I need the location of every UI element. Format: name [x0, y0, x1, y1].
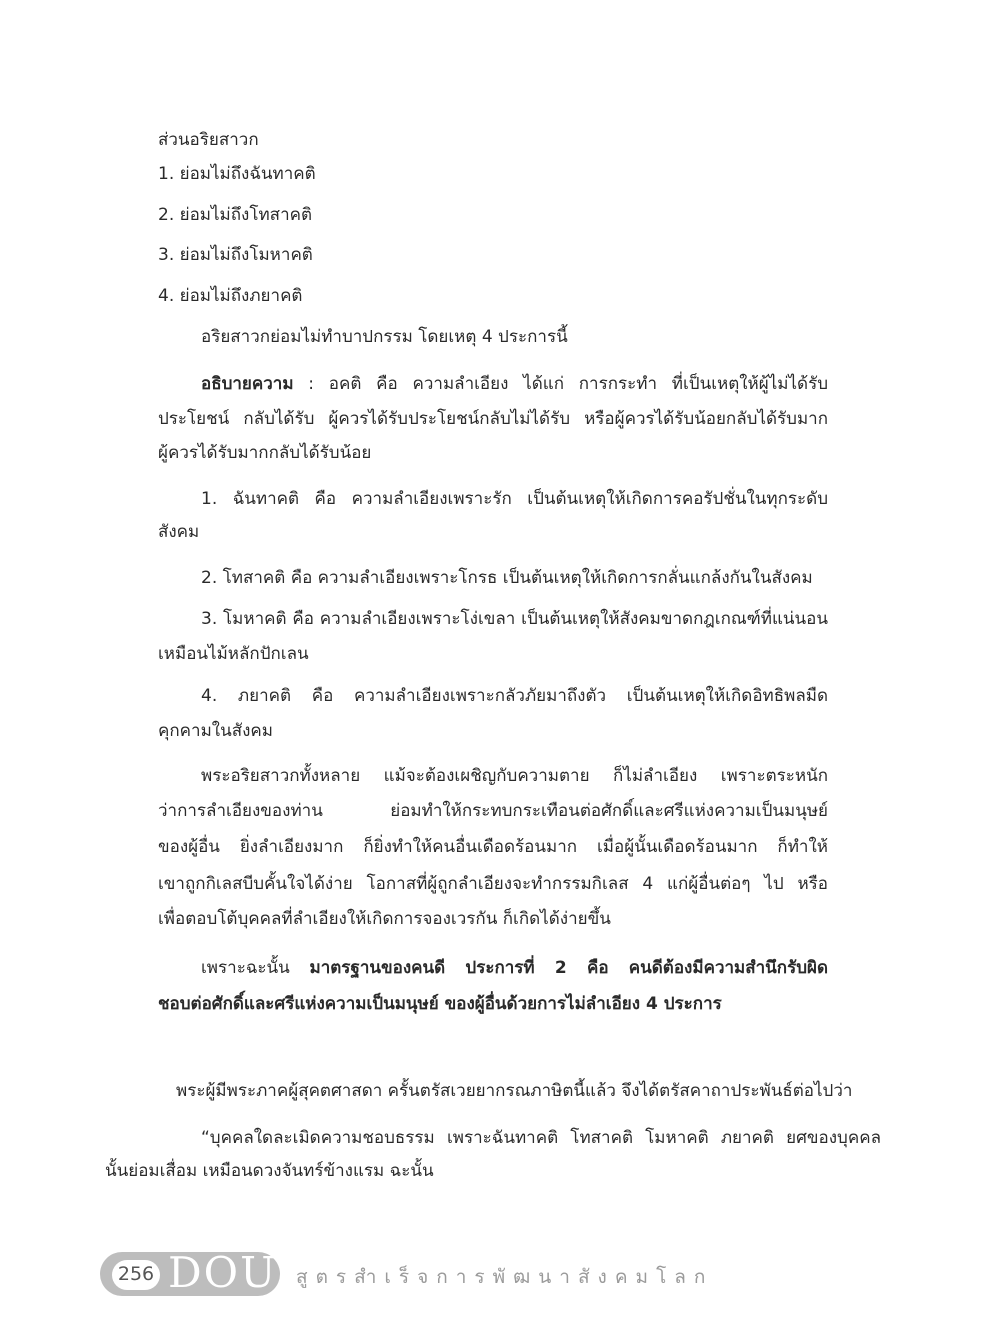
- book-title: สูตรสำเร็จการพัฒนาสังคมโลก: [296, 1266, 714, 1288]
- verse-line-2: นั้นย่อมเสื่อม เหมือนดวงจันทร์ข้างแรม ฉะนั้น: [105, 1161, 434, 1181]
- section-heading: ส่วนอริยสาวก: [158, 130, 259, 150]
- list-item: 4. ย่อมไม่ถึงภยาคติ: [158, 286, 303, 306]
- verse-line-1: “บุคคลใดละเมิดความชอบธรรม เพราะฉันทาคติ โทสาคติ โมหาคติ ภยาคติ ยศของบุคคล: [201, 1128, 881, 1148]
- explain-line-2: ประโยชน์ กลับได้รับ ผู้ควรได้รับประโยชน์กลับไม่ได้รับ หรือผู้ควรได้รับน้อยกลับได้รับมาก: [158, 409, 828, 429]
- page-footer: [100, 1244, 1000, 1300]
- explain-text: : อคติ คือ ความลำเอียง ได้แก่ การกระทำ ที่เป็นเหตุให้ผู้ไม่ได้รับ: [293, 374, 828, 394]
- item-4-line-2: คุกคามในสังคม: [158, 721, 273, 741]
- paragraph-line: เขาถูกกิเลสบีบคั้นใจได้ง่าย โอกาสที่ผู้ถูกลำเอียงจะทำกรรมกิเลส 4 แก่ผู้อื่นต่อๆ ไป หรือ: [158, 874, 828, 894]
- page-number: 256: [117, 1263, 155, 1285]
- list-item: 1. ย่อมไม่ถึงฉันทาคติ: [158, 164, 316, 184]
- standard-prefix: เพราะฉะนั้น: [201, 958, 310, 978]
- item-2-line-1: 2. โทสาคติ คือ ความลำเอียงเพราะโกรธ เป็นต้นเหตุให้เกิดการกลั่นแกล้งกันในสังคม: [201, 568, 813, 588]
- explain-label: อธิบายความ: [201, 374, 294, 394]
- paragraph-line: พระอริยสาวกทั้งหลาย แม้จะต้องเผชิญกับความตาย ก็ไม่ลำเอียง เพราะตระหนัก: [201, 766, 828, 786]
- item-1-line-2: สังคม: [158, 522, 200, 542]
- standard-line-2: ชอบต่อศักดิ์และศรีแห่งความเป็นมนุษย์ ของผู้อื่นด้วยการไม่ลำเอียง 4 ประการ: [158, 994, 722, 1014]
- item-4-line-1: 4. ภยาคติ คือ ความลำเอียงเพราะกลัวภัยมาถึงตัว เป็นต้นเหตุให้เกิดอิทธิพลมืด: [201, 686, 828, 706]
- paragraph-line: ของผู้อื่น ยิ่งลำเอียงมาก ก็ยิ่งทำให้คนอื่นเดือดร้อนมาก เมื่อผู้นั้นเดือดร้อนมาก ก็ทำให้: [158, 837, 828, 857]
- standard-bold: มาตรฐานของคนดี ประการที่ 2 คือ คนดีต้องมีความสำนึกรับผิด: [309, 958, 828, 978]
- dou-logo: DOU: [168, 1248, 278, 1297]
- item-1-line-1: 1. ฉันทาคติ คือ ความลำเอียงเพราะรัก เป็นต้นเหตุให้เกิดการคอรัปชั่นในทุกระดับ: [201, 489, 828, 509]
- paragraph-line: ว่าการลำเอียงของท่าน ย่อมทำให้กระทบกระเทือนต่อศักดิ์และศรีแห่งความเป็นมนุษย์: [158, 801, 828, 821]
- list-item: 2. ย่อมไม่ถึงโทสาคติ: [158, 205, 313, 225]
- item-3-line-2: เหมือนไม้หลักปักเลน: [158, 644, 309, 664]
- paragraph-line: เพื่อตอบโต้บุคคลที่ลำเอียงให้เกิดการจองเวรกัน ก็เกิดได้ง่ายขึ้น: [158, 909, 611, 929]
- item-3-line-1: 3. โมหาคติ คือ ความลำเอียงเพราะโง่เขลา เป็นต้นเหตุให้สังคมขาดกฎเกณฑ์ที่แน่นอน: [201, 609, 828, 629]
- explain-line-3: ผู้ควรได้รับมากกลับได้รับน้อย: [158, 443, 372, 463]
- explain-line-1: [201, 372, 828, 396]
- list-item: 3. ย่อมไม่ถึงโมหาคติ: [158, 245, 313, 265]
- standard-line-1: [201, 956, 828, 980]
- summary-line: อริยสาวกย่อมไม่ทำบาปกรรม โดยเหตุ 4 ประการนี้: [201, 327, 568, 347]
- buddha-line: พระผู้มีพระภาคผู้สุคตศาสดา ครั้นตรัสเวยยากรณภาษิตนี้แล้ว จึงได้ตรัสคาถาประพันธ์ต่อไปว่า: [176, 1081, 853, 1101]
